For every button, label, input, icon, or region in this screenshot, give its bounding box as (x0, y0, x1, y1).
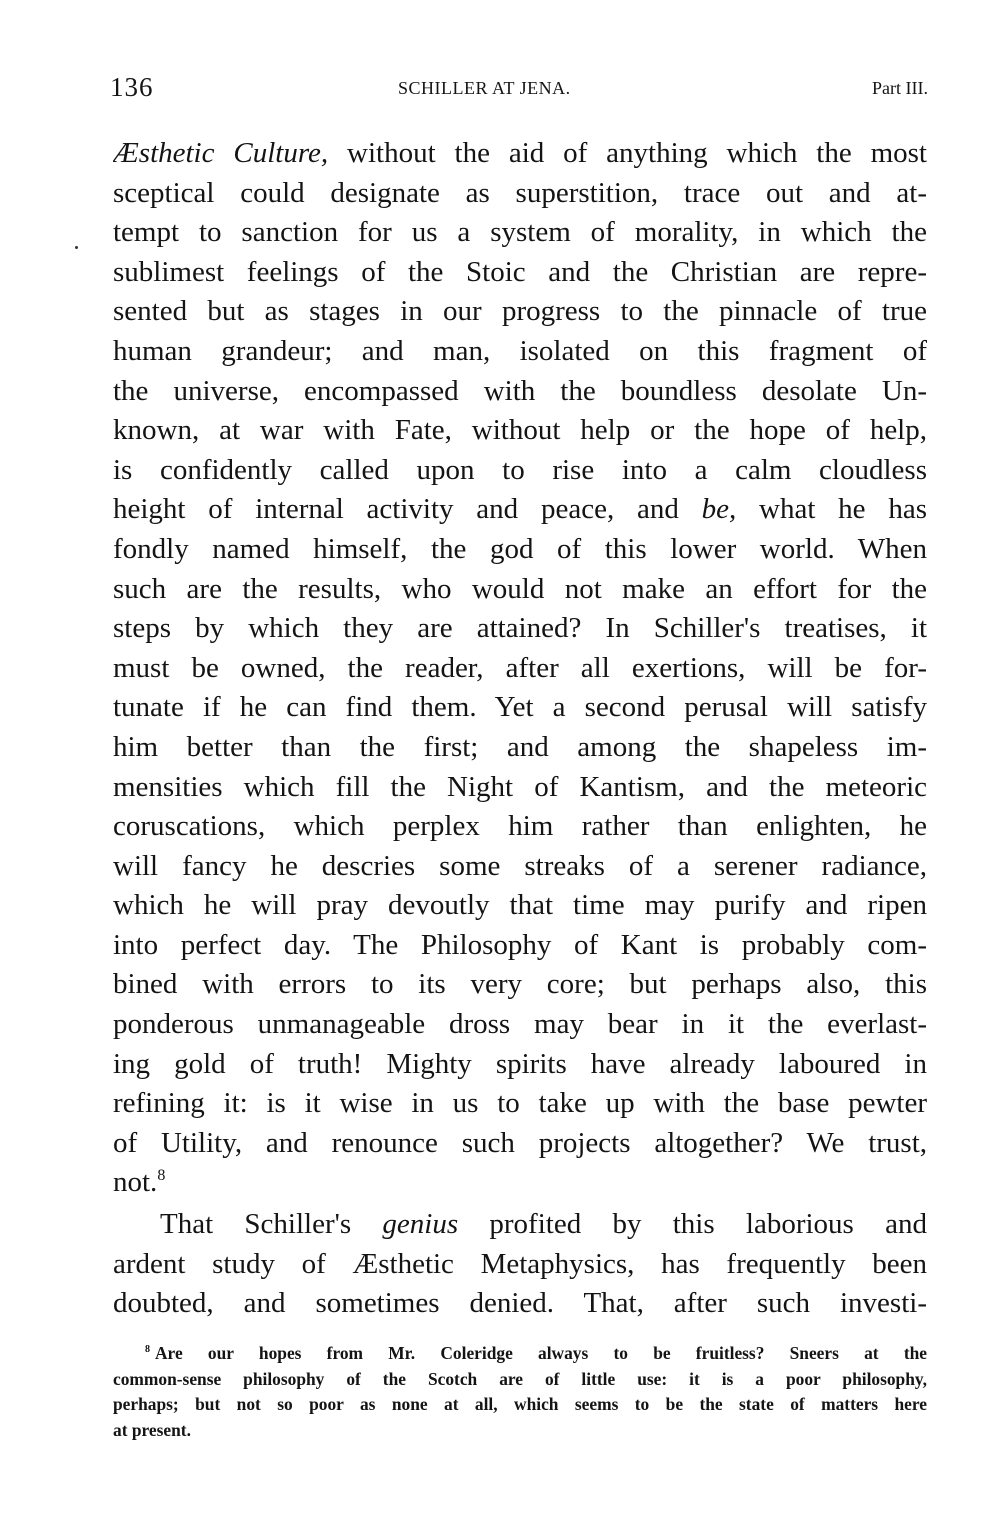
text-line (113, 490, 927, 530)
text-line (113, 965, 927, 1005)
text-segment: must be owned, the reader, after all exertions, will be for- (113, 651, 927, 684)
text-segment: will fancy he descries some streaks of a serener radiance, (113, 849, 927, 882)
body-text (113, 134, 927, 1324)
text-segment: height of internal activity and peace, and (113, 493, 702, 526)
text-segment: ponderous unmanageable dross may bear in it the everlast- (113, 1008, 927, 1041)
text-line (113, 530, 927, 570)
text-line (113, 1205, 927, 1245)
text-segment: refining it: is it wise in us to take up with the base pewter (113, 1087, 927, 1120)
footnote (113, 1341, 927, 1443)
text-segment: which he will pray devoutly that time may purify and ripen (113, 889, 927, 922)
footnote-line (113, 1392, 927, 1418)
part-label: Part III. (872, 78, 928, 98)
text-segment: into perfect day. The Philosophy of Kant is probably com- (113, 928, 927, 961)
footnote-reference: 8 (157, 1167, 166, 1185)
text-segment: sublimest feelings of the Stoic and the Christian are repre- (113, 255, 927, 288)
text-line (113, 570, 927, 610)
text-segment: doubted, and sometimes denied. That, after such investi- (113, 1287, 927, 1320)
text-line (113, 1245, 927, 1285)
text-line (113, 292, 927, 332)
text-line (113, 728, 927, 768)
footnote-text: Are our hopes from Mr. Coleridge always to be fruitless? Sneers at the (155, 1343, 927, 1363)
text-segment: such are the results, who would not make an effort for the (113, 572, 927, 605)
text-segment: That Schiller's (160, 1208, 383, 1241)
text-segment: of Utility, and renounce such projects altogether? We trust, (113, 1126, 927, 1159)
text-segment: steps by which they are attained? In Schiller's treatises, it (113, 612, 927, 645)
footnote-text: common-sense philosophy of the Scotch are of little use: it is a poor philosophy, (113, 1368, 927, 1389)
text-segment: human grandeur; and man, isolated on this fragment of (113, 334, 927, 367)
text-line (113, 847, 927, 887)
italic-text: Æsthetic Culture, (113, 137, 329, 169)
text-segment: without the aid of anything which the most (328, 137, 927, 169)
text-segment: ardent study of Æsthetic Metaphysics, has frequently been (113, 1247, 927, 1280)
footnote-line (113, 1341, 927, 1367)
text-line (113, 926, 927, 966)
text-line (113, 649, 927, 689)
text-segment: bined with errors to its very core; but perhaps also, this (113, 968, 927, 1001)
text-line (113, 372, 927, 412)
page-number: 136 (110, 72, 154, 102)
print-speck (75, 246, 78, 249)
text-segment: tunate if he can find them. Yet a second perusal will satisfy (113, 691, 927, 724)
text-segment: sceptical could designate as superstition, trace out and at- (113, 176, 927, 209)
text-line (113, 213, 927, 253)
text-segment: sented but as stages in our progress to the pinnacle of true (113, 295, 927, 328)
footnote-text: perhaps; but not so poor as none at all, which seems to be the state of matters here (113, 1394, 927, 1414)
text-line (113, 134, 927, 174)
text-line (113, 807, 927, 847)
text-segment: him better than the first; and among the shapeless im- (113, 730, 927, 763)
text-line (113, 174, 927, 214)
text-segment: profited by this laborious and (458, 1208, 927, 1241)
text-line (113, 1084, 927, 1124)
footnote-line (113, 1367, 927, 1393)
text-segment: tempt to sanction for us a system of morality, in which the (113, 216, 927, 249)
text-segment: not. (113, 1166, 158, 1199)
italic-text: genius (382, 1208, 459, 1241)
text-line (113, 332, 927, 372)
text-line (113, 1163, 927, 1203)
running-header (110, 72, 928, 106)
text-line (113, 253, 927, 293)
running-title: SCHILLER AT JENA. (398, 78, 571, 98)
text-line (113, 1005, 927, 1045)
footnote-text: at present. (113, 1419, 191, 1440)
text-line (113, 411, 927, 451)
text-line (113, 451, 927, 491)
text-line (113, 1284, 927, 1324)
text-line (113, 688, 927, 728)
text-segment: known, at war with Fate, without help or the hope of help, (113, 414, 927, 447)
text-segment: is confidently called upon to rise into a calm cloudless (113, 453, 927, 486)
text-line (113, 1124, 927, 1164)
text-segment: coruscations, which perplex him rather than enlighten, he (113, 810, 927, 843)
text-line (113, 768, 927, 808)
footnote-line (113, 1418, 927, 1444)
text-line (113, 1045, 927, 1085)
text-segment: mensities which fill the Night of Kantism, and the meteoric (113, 770, 927, 803)
footnote-marker: 8 (145, 1344, 150, 1355)
text-segment: what he has (736, 493, 927, 526)
text-segment: ing gold of truth! Mighty spirits have already laboured in (113, 1047, 927, 1080)
italic-text: be, (701, 493, 737, 526)
text-segment: fondly named himself, the god of this lower world. When (113, 532, 927, 565)
text-segment: the universe, encompassed with the boundless desolate Un- (113, 374, 927, 407)
text-line (113, 886, 927, 926)
text-line (113, 609, 927, 649)
